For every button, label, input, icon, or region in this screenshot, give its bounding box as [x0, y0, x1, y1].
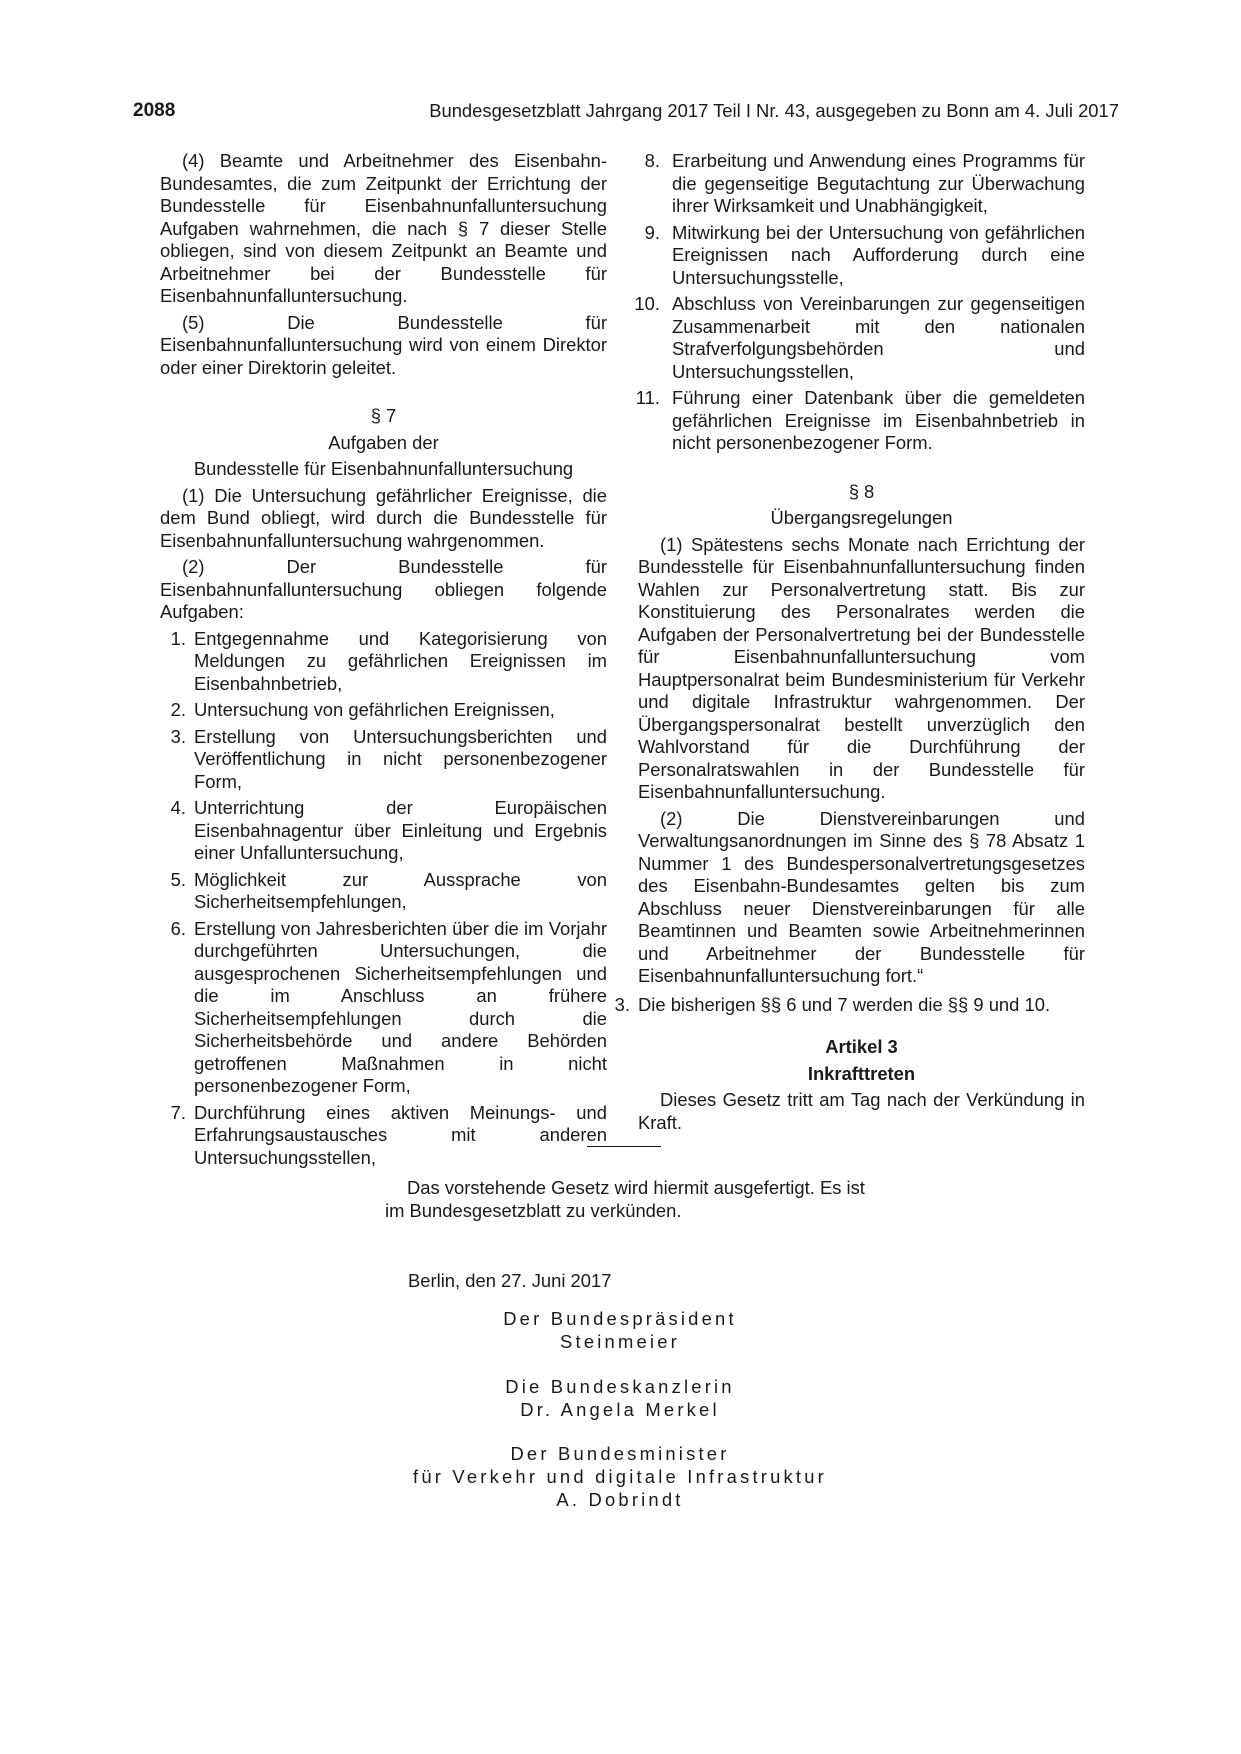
list-item-text: Durchführung eines aktiven Meinungs- und Erfahrungsaustausches mit anderen Untersuchungsstellen, — [194, 1101, 607, 1168]
promulgation-clause — [385, 1177, 865, 1222]
section-7-number: § 7 — [370, 405, 397, 426]
right-column — [614, 150, 1085, 1138]
task-list-right — [634, 150, 1085, 455]
list-item-number: 8. — [644, 150, 660, 171]
list-item — [638, 150, 1085, 218]
divider-line — [587, 1146, 661, 1147]
running-head: Bundesgesetzblatt Jahrgang 2017 Teil I Nr. 43, ausgegeben zu Bonn am 4. Juli 2017 — [429, 100, 1119, 121]
list-item-number: 6. — [170, 917, 186, 939]
section-8-paragraph-2: (2) Die Dienstvereinbarungen und Verwaltungsanordnungen im Sinne des § 78 Absatz 1 Nummer 1 des Bundespersonalvertretungsgesetzes des Eisenbahn-Bundesamtes gelten bis zum Abschluss neuer Dienstvereinbarungen für alle Beamtinnen und Beamten sowie Arbeitnehmerinnen und Arbeitnehmer der Bundesstelle für Eisenbahnunfalluntersuchung fort.“ — [638, 807, 1085, 986]
signatory-chancellor-name: Dr. Angela Merkel — [520, 1399, 720, 1420]
amendment-item-number: 3. — [614, 993, 630, 1015]
list-item — [635, 387, 1085, 455]
section-8-number: § 8 — [848, 480, 875, 502]
left-column — [160, 150, 607, 1173]
list-item-text: Erstellung von Untersuchungsberichten und Veröffentlichung in nicht personenbezogener Form, — [194, 725, 607, 792]
list-item-text: Möglichkeit zur Aussprache von Sicherheitsempfehlungen, — [194, 868, 607, 912]
article-3-text: Dieses Gesetz tritt am Tag nach der Verkündung in Kraft. — [638, 1089, 1085, 1133]
promulgation-text: Das vorstehende Gesetz wird hiermit ausgefertigt. Es ist im Bundesgesetzblatt zu verkünden. — [385, 1177, 865, 1221]
list-item-number: 7. — [170, 1101, 186, 1123]
list-item — [160, 726, 607, 794]
article-3-heading: Artikel 3 — [825, 1036, 898, 1057]
list-item — [160, 797, 607, 865]
amendment-item-text: Die bisherigen §§ 6 und 7 werden die §§ 9 und 10. — [638, 993, 1051, 1015]
signatory-chancellor-title: Die Bundeskanzlerin — [505, 1376, 735, 1397]
page-number: 2088 — [133, 100, 176, 121]
list-item — [160, 699, 607, 722]
list-item-number: 1. — [170, 627, 186, 649]
list-item — [634, 293, 1085, 383]
list-item — [160, 918, 607, 1098]
list-item-number: 2. — [170, 699, 186, 720]
page-header — [133, 100, 1119, 124]
list-item-text: Unterrichtung der Europäischen Eisenbahnagentur über Einleitung und Ergebnis einer Unfalluntersuchung, — [194, 797, 607, 863]
list-item-number: 3. — [170, 725, 186, 747]
section-7-paragraph-2: (2) Der Bundesstelle für Eisenbahnunfalluntersuchung obliegen folgende Aufgaben: — [160, 556, 607, 622]
signatory-minister-name: A. Dobrindt — [556, 1489, 684, 1510]
list-item-number: 4. — [170, 797, 186, 818]
list-item-text: Mitwirkung bei der Untersuchung von gefährlichen Ereignissen nach Aufforderung durch eine Untersuchungsstelle, — [672, 221, 1085, 288]
list-item-number: 10. — [634, 293, 660, 314]
list-item — [160, 869, 607, 914]
signatory-president-title: Der Bundespräsident — [503, 1308, 737, 1329]
section-7-title-line-1: Aufgaben der — [328, 431, 439, 453]
section-7-title-line-2: Bundesstelle für Eisenbahnunfalluntersuchung — [193, 458, 574, 479]
signatory-minister-ministry: für Verkehr und digitale Infrastruktur — [413, 1466, 827, 1487]
article-3-title: Inkrafttreten — [807, 1062, 916, 1084]
list-item-text: Erstellung von Jahresberichten über die im Vorjahr durchgeführten Untersuchungen, die ausgesprochenen Sicherheitsempfehlungen und die im Anschluss an frühere Sicherheitsempfehlungen durch die Sicherheitsbehörde und andere Behörden getroffenen Maßnahmen in nicht personenbezogener Form, — [194, 917, 607, 1096]
list-item-text: Untersuchung von gefährlichen Ereignissen, — [194, 699, 555, 720]
list-item-text: Erarbeitung und Anwendung eines Programms für die gegenseitige Begutachtung zur Überwachung ihrer Wirksamkeit und Unabhängigkeit, — [672, 150, 1085, 216]
amendment-item-3 — [614, 993, 1085, 1017]
section-7-paragraph-1: (1) Die Untersuchung gefährlicher Ereignisse, die dem Bund obliegt, wird durch die Bundesstelle für Eisenbahnunfalluntersuchung wahrgenommen. — [160, 484, 607, 551]
paragraph-6-5: (5) Die Bundesstelle für Eisenbahnunfalluntersuchung wird von einem Direktor oder einer Direktorin geleitet. — [160, 311, 607, 378]
list-item — [160, 1102, 607, 1170]
list-item-number: 5. — [170, 868, 186, 890]
signatory-president-name: Steinmeier — [560, 1331, 680, 1352]
list-item-number: 9. — [644, 221, 660, 243]
section-8-paragraph-1: (1) Spätestens sechs Monate nach Errichtung der Bundesstelle für Eisenbahnunfalluntersuchung finden Wahlen zur Personalvertretung statt. Bis zur Konstituierung des Personalrates werden die Aufgaben der Personalvertretung bei der Bundesstelle für Eisenbahnunfalluntersuchung vom Hauptpersonalrat beim Bundesministerium für Verkehr und digitale Infrastruktur wahrgenommen. Der Übergangspersonalrat bestellt unverzüglich den Wahlvorstand für die Durchführung der Personalratswahlen in der Bundesstelle für Eisenbahnunfalluntersuchung. — [638, 533, 1085, 802]
signatory-minister-title: Der Bundesminister — [510, 1443, 730, 1464]
list-item-number: 11. — [635, 387, 660, 408]
list-item-text: Entgegennahme und Kategorisierung von Meldungen zu gefährlichen Ereignissen im Eisenbahnbetrieb, — [194, 627, 607, 694]
section-8-title: Übergangsregelungen — [770, 507, 953, 528]
task-list-left — [160, 628, 607, 1170]
list-item — [160, 628, 607, 696]
paragraph-6-4: (4) Beamte und Arbeitnehmer des Eisenbahn-Bundesamtes, die zum Zeitpunkt der Errichtung der Bundesstelle für Eisenbahnunfalluntersuchung Aufgaben wahrnehmen, die nach § 7 dieser Stelle obliegen, sind von diesem Zeitpunkt an Beamte und Arbeitnehmer bei der Bundesstelle für Eisenbahnunfalluntersuchung. — [160, 150, 607, 306]
list-item-text: Führung einer Datenbank über die gemeldeten gefährlichen Ereignisse im Eisenbahnbetrieb in nicht personenbezogener Form. — [672, 387, 1085, 453]
place-date: Berlin, den 27. Juni 2017 — [408, 1270, 612, 1291]
list-item — [638, 222, 1085, 290]
list-item-text: Abschluss von Vereinbarungen zur gegenseitigen Zusammenarbeit mit den nationalen Strafverfolgungsbehörden und Untersuchungsstellen, — [672, 293, 1085, 382]
